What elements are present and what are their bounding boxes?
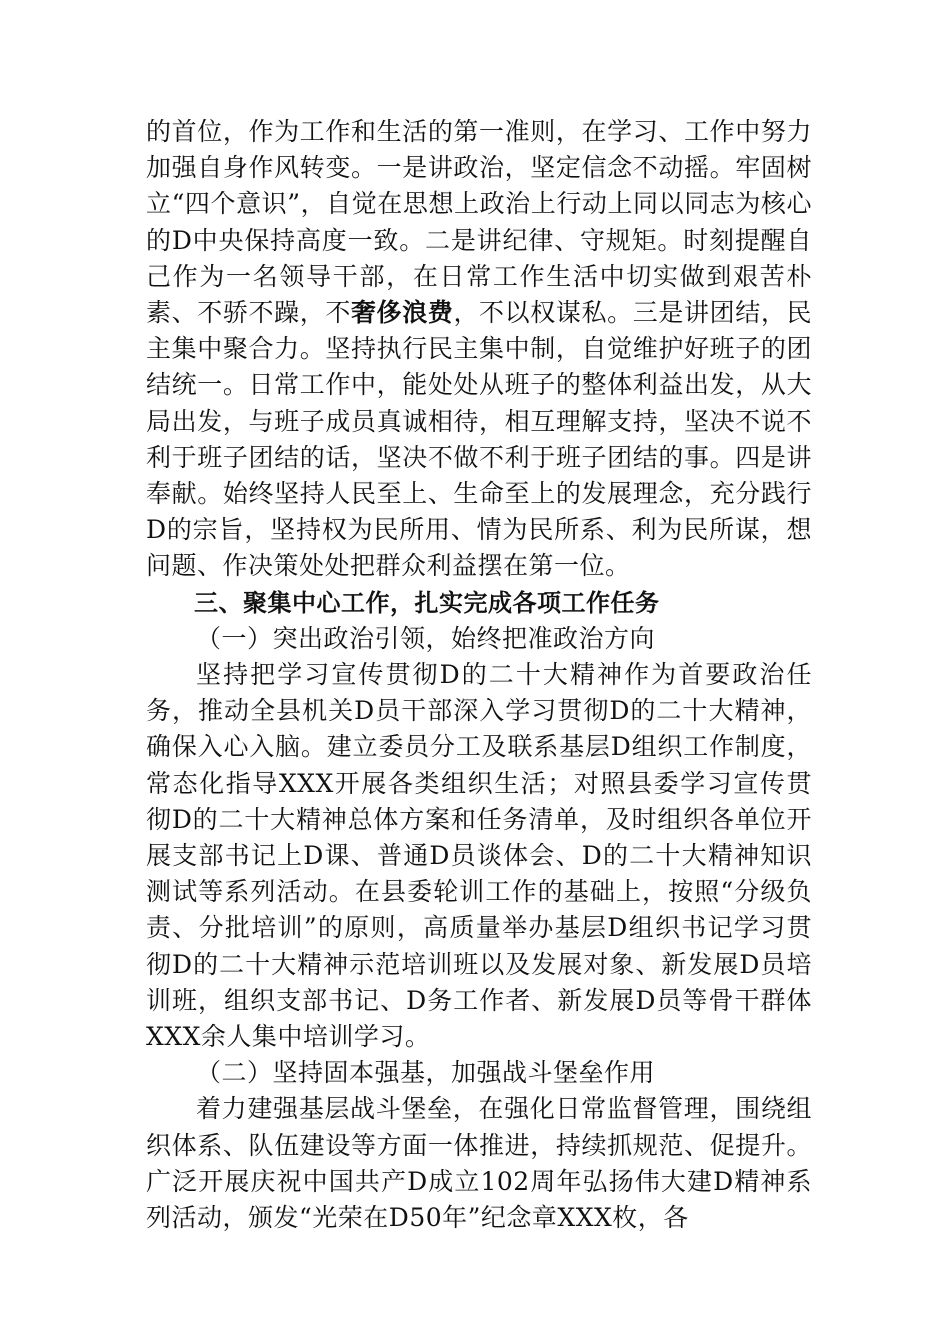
emphasized-text: 奢侈浪费 xyxy=(350,298,454,328)
paragraph-text: ，不以权谋私。三是讲团结，民主集中聚合力。坚持执行民主集中制，自觉维护好班子的团结统一。日常工作中，能处处从班子的整体利益出发，从大局出发，与班子成员真诚相待，相互理解支持，坚决不说不利于班子团结的话，坚决不做不利于班子团结的事。四是讲奉献。始终坚持人民至上、生命至上的发展理念，充分践行D的宗旨，坚持权为民所用、情为民所系、利为民所谋，想问题、作决策处处把群众利益摆在第一位。 xyxy=(146,298,812,581)
subsection-heading-2: （二）坚持固本强基，加强战斗堡垒作用 xyxy=(196,1058,656,1088)
paragraph-subsection-2: 着力建强基层战斗堡垒，在强化日常监督管理，围绕组织体系、队伍建设等方面一体推进，持续抓规范、促提升。广泛开展庆祝中国共产D成立102周年弘扬伟大建D精神系列活动，颁发“光荣在D50年”纪念章XXX枚，各 xyxy=(146,1094,812,1233)
document-page xyxy=(146,114,812,1236)
paragraph-continued xyxy=(146,114,812,585)
paragraph-text: 的首位，作为工作和生活的第一准则，在学习、工作中努力加强自身作风转变。一是讲政治，坚定信念不动摇。牢固树立“四个意识”，自觉在思想上政治上行动上同以同志为核心的D中央保持高度一致。二是讲纪律、守规矩。时刻提醒自己作为一名领导干部，在日常工作生活中切实做到艰苦朴素、不骄不躁，不 xyxy=(146,117,812,328)
section-heading: 三、聚集中心工作，扎实完成各项工作任务 xyxy=(194,588,660,617)
paragraph-subsection-1: 坚持把学习宣传贯彻D的二十大精神作为首要政治任务，推动全县机关D员干部深入学习贯彻D的二十大精神，确保入心入脑。建立委员分工及联系基层D组织工作制度，常态化指导XXX开展各类组织生活；对照县委学习宣传贯彻D的二十大精神总体方案和任务清单，及时组织各单位开展支部书记上D课、普通D员谈体会、D的二十大精神知识测试等系列活动。在县委轮训工作的基础上，按照“分级负责、分批培训”的原则，高质量举办基层D组织书记学习贯彻D的二十大精神示范培训班以及发展对象、新发展D员培训班，组织支部书记、D务工作者、新发展D员等骨干群体XXX余人集中培训学习。 xyxy=(146,660,812,1052)
subsection-heading-1: （一）突出政治引领，始终把准政治方向 xyxy=(196,623,656,653)
